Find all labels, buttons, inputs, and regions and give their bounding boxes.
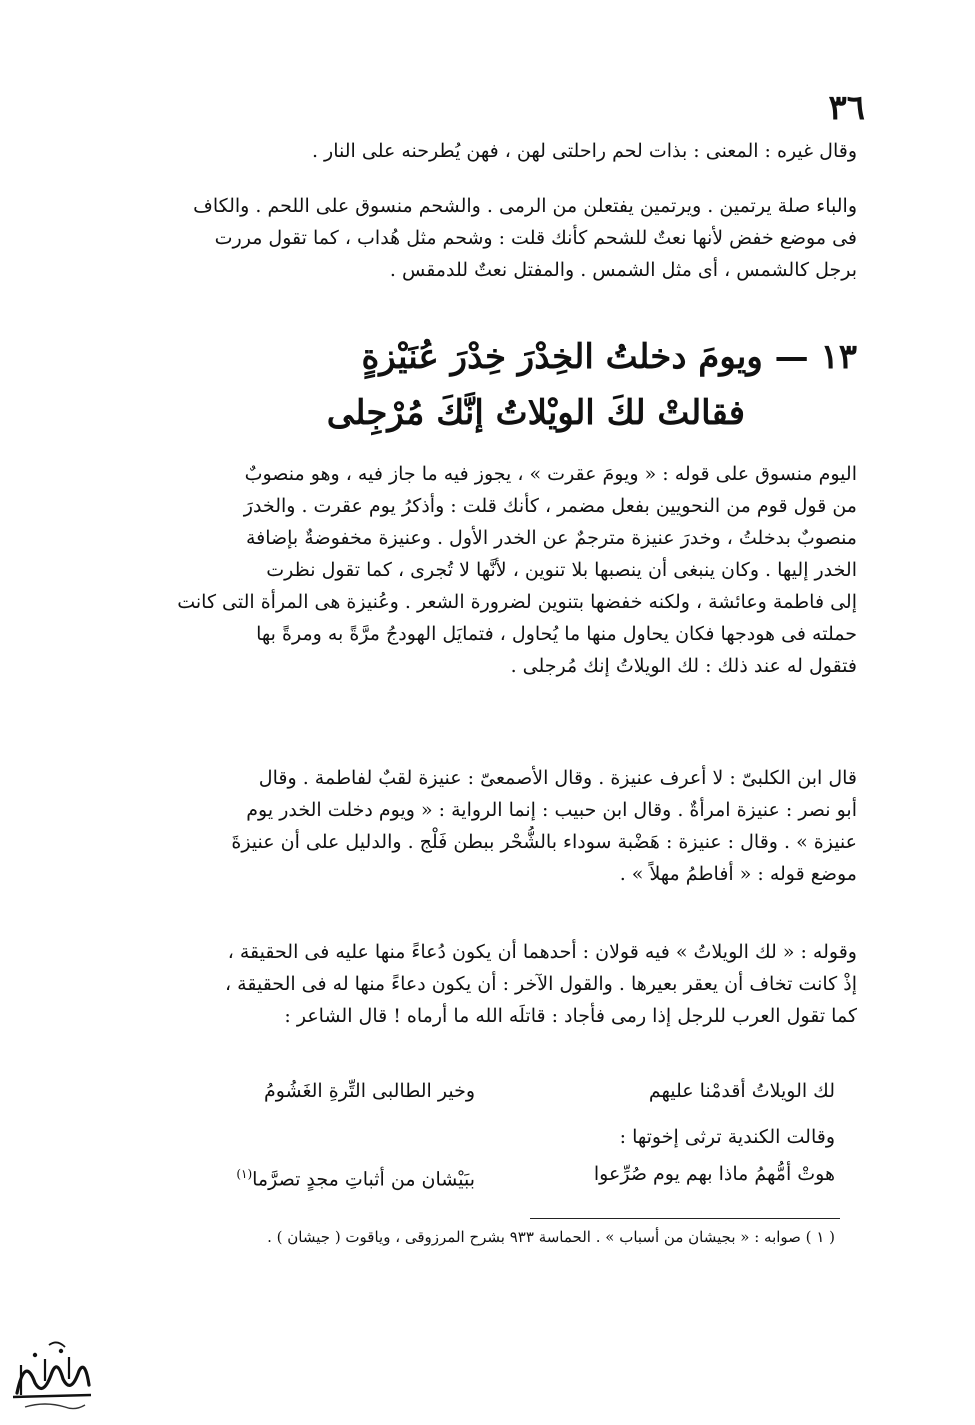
hemistich-text: ببَيْشان من أثباتِ مجدٍ تصرَّما [252,1168,475,1191]
paragraph-5 [122,936,857,1032]
text-line: برجل كالشمس ، أى مثل الشمس . والمفتل نعتٌ للدمقس . [389,259,857,281]
footnote-1: ( ١ ) صوابه : « بجيشان من أسباب » . الحماسة ٩٣٣ بشرح المرزوقى ، وياقوت ( جيشان ) . [267,1228,835,1246]
footnote-divider [530,1218,840,1219]
verse-13-line-1: ١٣ — ويومَ دخلتُ الخِدْرَ خِدْرَ عُنَيْزةٍ [361,337,857,377]
text-line: الخدر إليها . وكان ينبغى أن ينصبها بلا تنوين ، لأنَّها لا تُجرى ، كما تقول نظرت [266,559,857,581]
text-line: من قول قوم من النحويين بفعل مضمر ، كأنك قلت : وأذكرُ يوم عقرت . والخدرَ [243,495,857,517]
couplet-2-right-hemistich: هوتْ أمُّهمُ ماذا بهم يوم صُرِّعوا [593,1163,835,1185]
text-line: إلى فاطمة وعائشة ، ولكنه خفضها بتنوين لضرورة الشعر . وعُنيزة هى المرأة التى كانت [177,591,857,613]
paragraph-1 [122,135,857,167]
paragraph-3 [122,458,857,682]
text-line: والباء صلة يرتمين . ويرتمين يفتعلن من الرمى . والشحم منسوق على اللحم . والكاف [193,195,857,217]
page-number: ٣٦ [828,88,865,128]
text-line: فتقول له عند ذلك : لك الويلاتُ إنك مُرجلى . [510,655,857,677]
text-line: وقال غيره : المعنى : بذات لحم راحلتى لهن ، فهن يُطرحنه على النار . [311,140,857,162]
text-line: موضع قوله : « أفاطمُ مهلاً » . [619,863,857,885]
verse-13-line-2: فقالتْ لكَ الويْلاتُ إنَّكَ مُرْجِلى [326,393,745,433]
text-line: اليوم منسوق على قوله : « ويومَ عقرت » ، يجوز فيه ما جاز فيه ، وهو منصوبٌ [244,463,857,485]
couplet-2-left-hemistich [236,1158,475,1195]
text-line: قال ابن الكلبىّ : لا أعرف عنيزة . وقال الأصمعىّ : عنيزة لقبٌ لفاطمة . وقال [258,767,857,789]
text-line: منصوبٌ بدخلتُ ، وخدرَ عنيزة مترجمٌ عن الخدر الأول . وعنيزة مخفوضةٌ بإضافة [245,527,857,549]
text-line: أبو نصر : عنيزة امرأةٌ . وقال ابن حبيب : إنما الرواية : « ويوم دخلت الخدر يوم [246,799,857,821]
paragraph-4 [122,762,857,890]
paragraph-2 [122,190,857,286]
poem-intro-line: وقالت الكندية ترثى إخوتها : [619,1126,835,1148]
text-line: كما تقول العرب للرجل إذا رمى فأجاد : قاتلَه الله ما أرماه ! قال الشاعر : [284,1005,857,1027]
text-line: عنيزة » . وقال : عنيزة : هَضْبة سوداء بالشُّحْر ببطن فَلْج . والدليل على أن عنيزةَ [231,831,857,853]
text-line: حملته فى هودجها فكان يحاول منها ما يُحاول ، فتمايَل الهودجُ مرَّةً به ومرةً بها [256,623,857,645]
couplet-1-right-hemistich: لك الويلاتُ أقدمْنا عليهم [648,1080,835,1102]
text-line: إذْ كانت تخاف أن يعقر بعيرها . والقول الآخر : أن يكون دعاءً منها له فى الحقيقة ، [224,973,857,995]
text-line: وقوله : « لك الويلاتُ » فيه قولان : أحدهما أن يكون دُعاءً منها عليه فى الحقيقة ، [227,941,857,963]
couplet-1-left-hemistich: وخير الطالبى التِّرةِ الغَشُومُ [263,1080,475,1102]
footnote-marker: (١) [236,1167,253,1181]
text-line: فى موضع خفض لأنها نعتٌ للشحم كأنك قلت : وشحم مثل هُداب ، كما تقول مررت [214,227,857,249]
library-stamp-icon [5,1335,97,1417]
